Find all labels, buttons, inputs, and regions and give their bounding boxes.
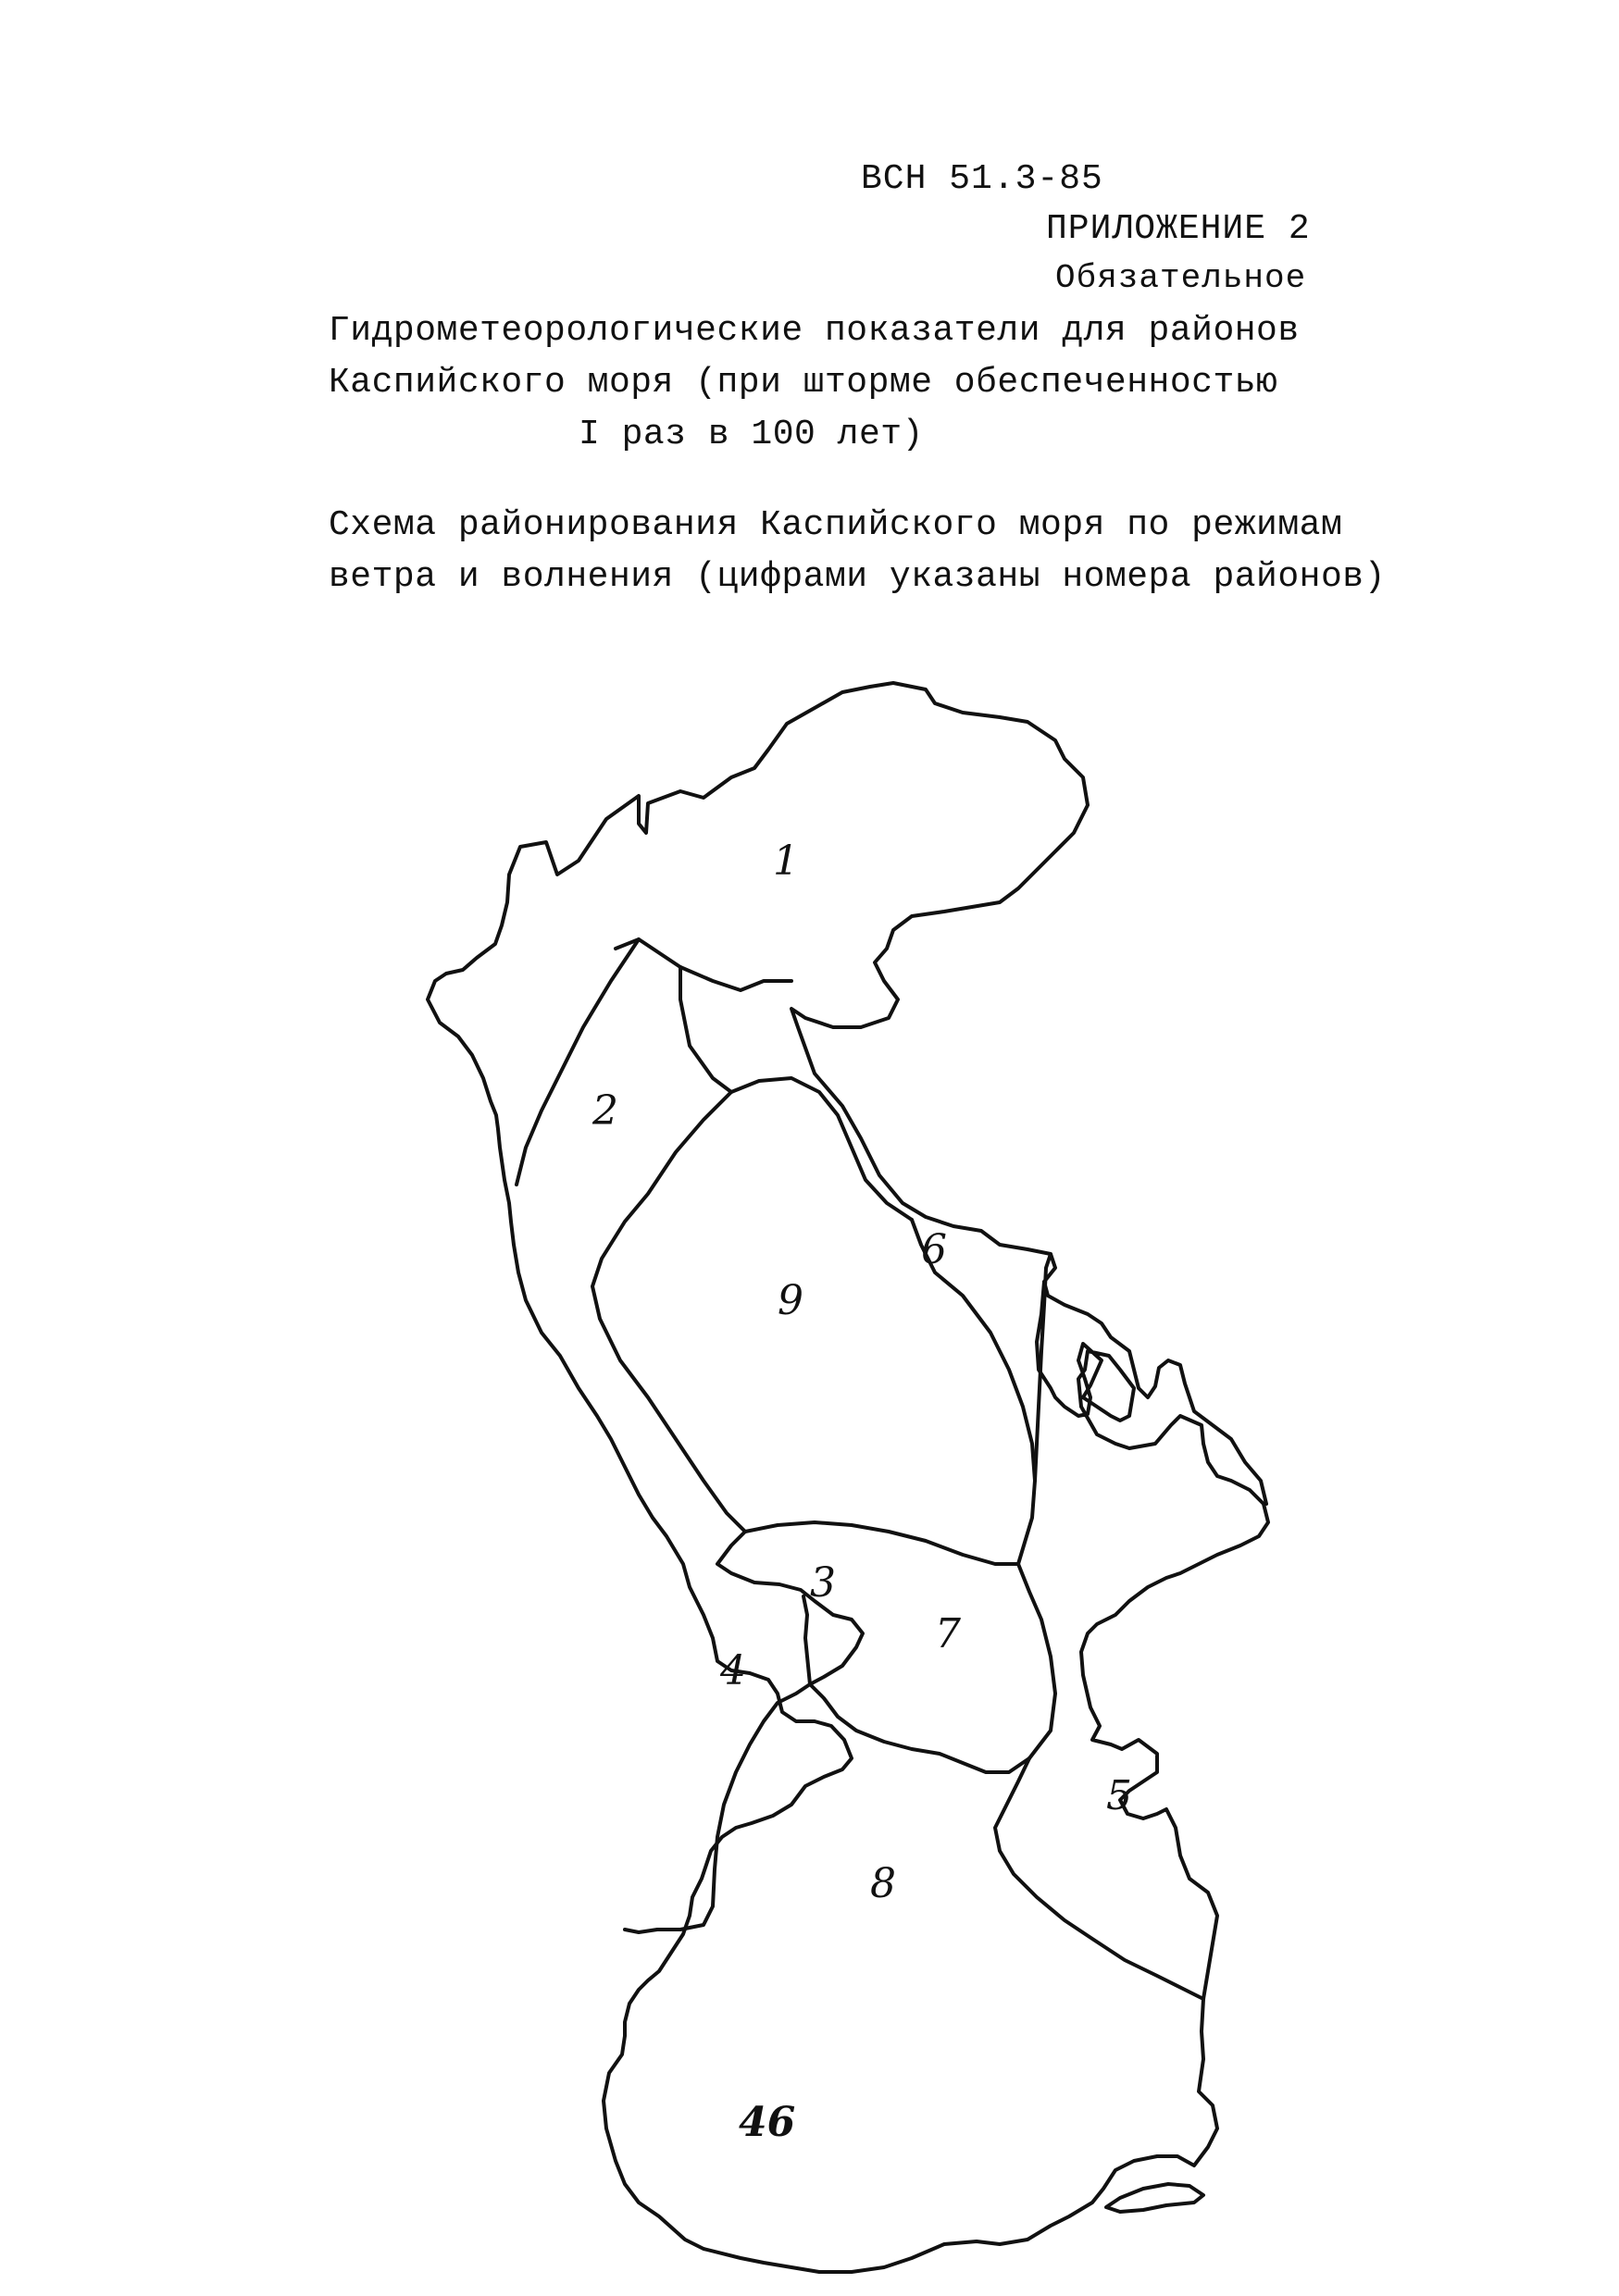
- border-region1-north: [616, 939, 791, 990]
- southeast-bay: [1106, 2184, 1203, 2212]
- coastline: [428, 683, 1268, 2272]
- border-region8-north: [810, 1684, 1029, 1772]
- region-label-7: 7: [935, 1610, 961, 1657]
- appendix-status: Обязательное: [1055, 259, 1307, 297]
- eastern-bay-coast: [1044, 1282, 1266, 1504]
- heading-line-2: Каспийского моря (при шторме обеспеченностью: [329, 363, 1278, 403]
- border-region3-south: [803, 1596, 810, 1684]
- region-label-3: 3: [810, 1559, 836, 1607]
- heading-line-3: I раз в 100 лет): [579, 415, 924, 454]
- page-number: 46: [739, 2099, 796, 2146]
- region-label-2: 2: [592, 1087, 618, 1135]
- caption-line-2: ветра и волнения (цифрами указаны номера районов): [329, 557, 1386, 597]
- border-region9-west: [592, 1092, 745, 1532]
- caption-line-1: Схема районирования Каспийского моря по режимам: [329, 505, 1343, 545]
- border-region7-east: [1018, 1564, 1055, 1758]
- region-label-1: 1: [773, 838, 799, 885]
- border-region7-north: [745, 1522, 1018, 1564]
- region-label-4: 4: [720, 1647, 746, 1694]
- region-label-8: 8: [870, 1860, 896, 1907]
- border-region2-west: [517, 939, 639, 1185]
- border-region9-north: [731, 1078, 912, 1220]
- region-label-5: 5: [1106, 1772, 1132, 1819]
- border-region5-west: [995, 1758, 1203, 1999]
- region-label-9: 9: [778, 1277, 803, 1324]
- document-code: ВСН 51.3-85: [861, 159, 1103, 199]
- heading-line-1: Гидрометеорологические показатели для районов: [329, 311, 1300, 351]
- region-label-6: 6: [921, 1226, 947, 1273]
- appendix-title: ПРИЛОЖЕНИЕ 2: [1046, 209, 1311, 249]
